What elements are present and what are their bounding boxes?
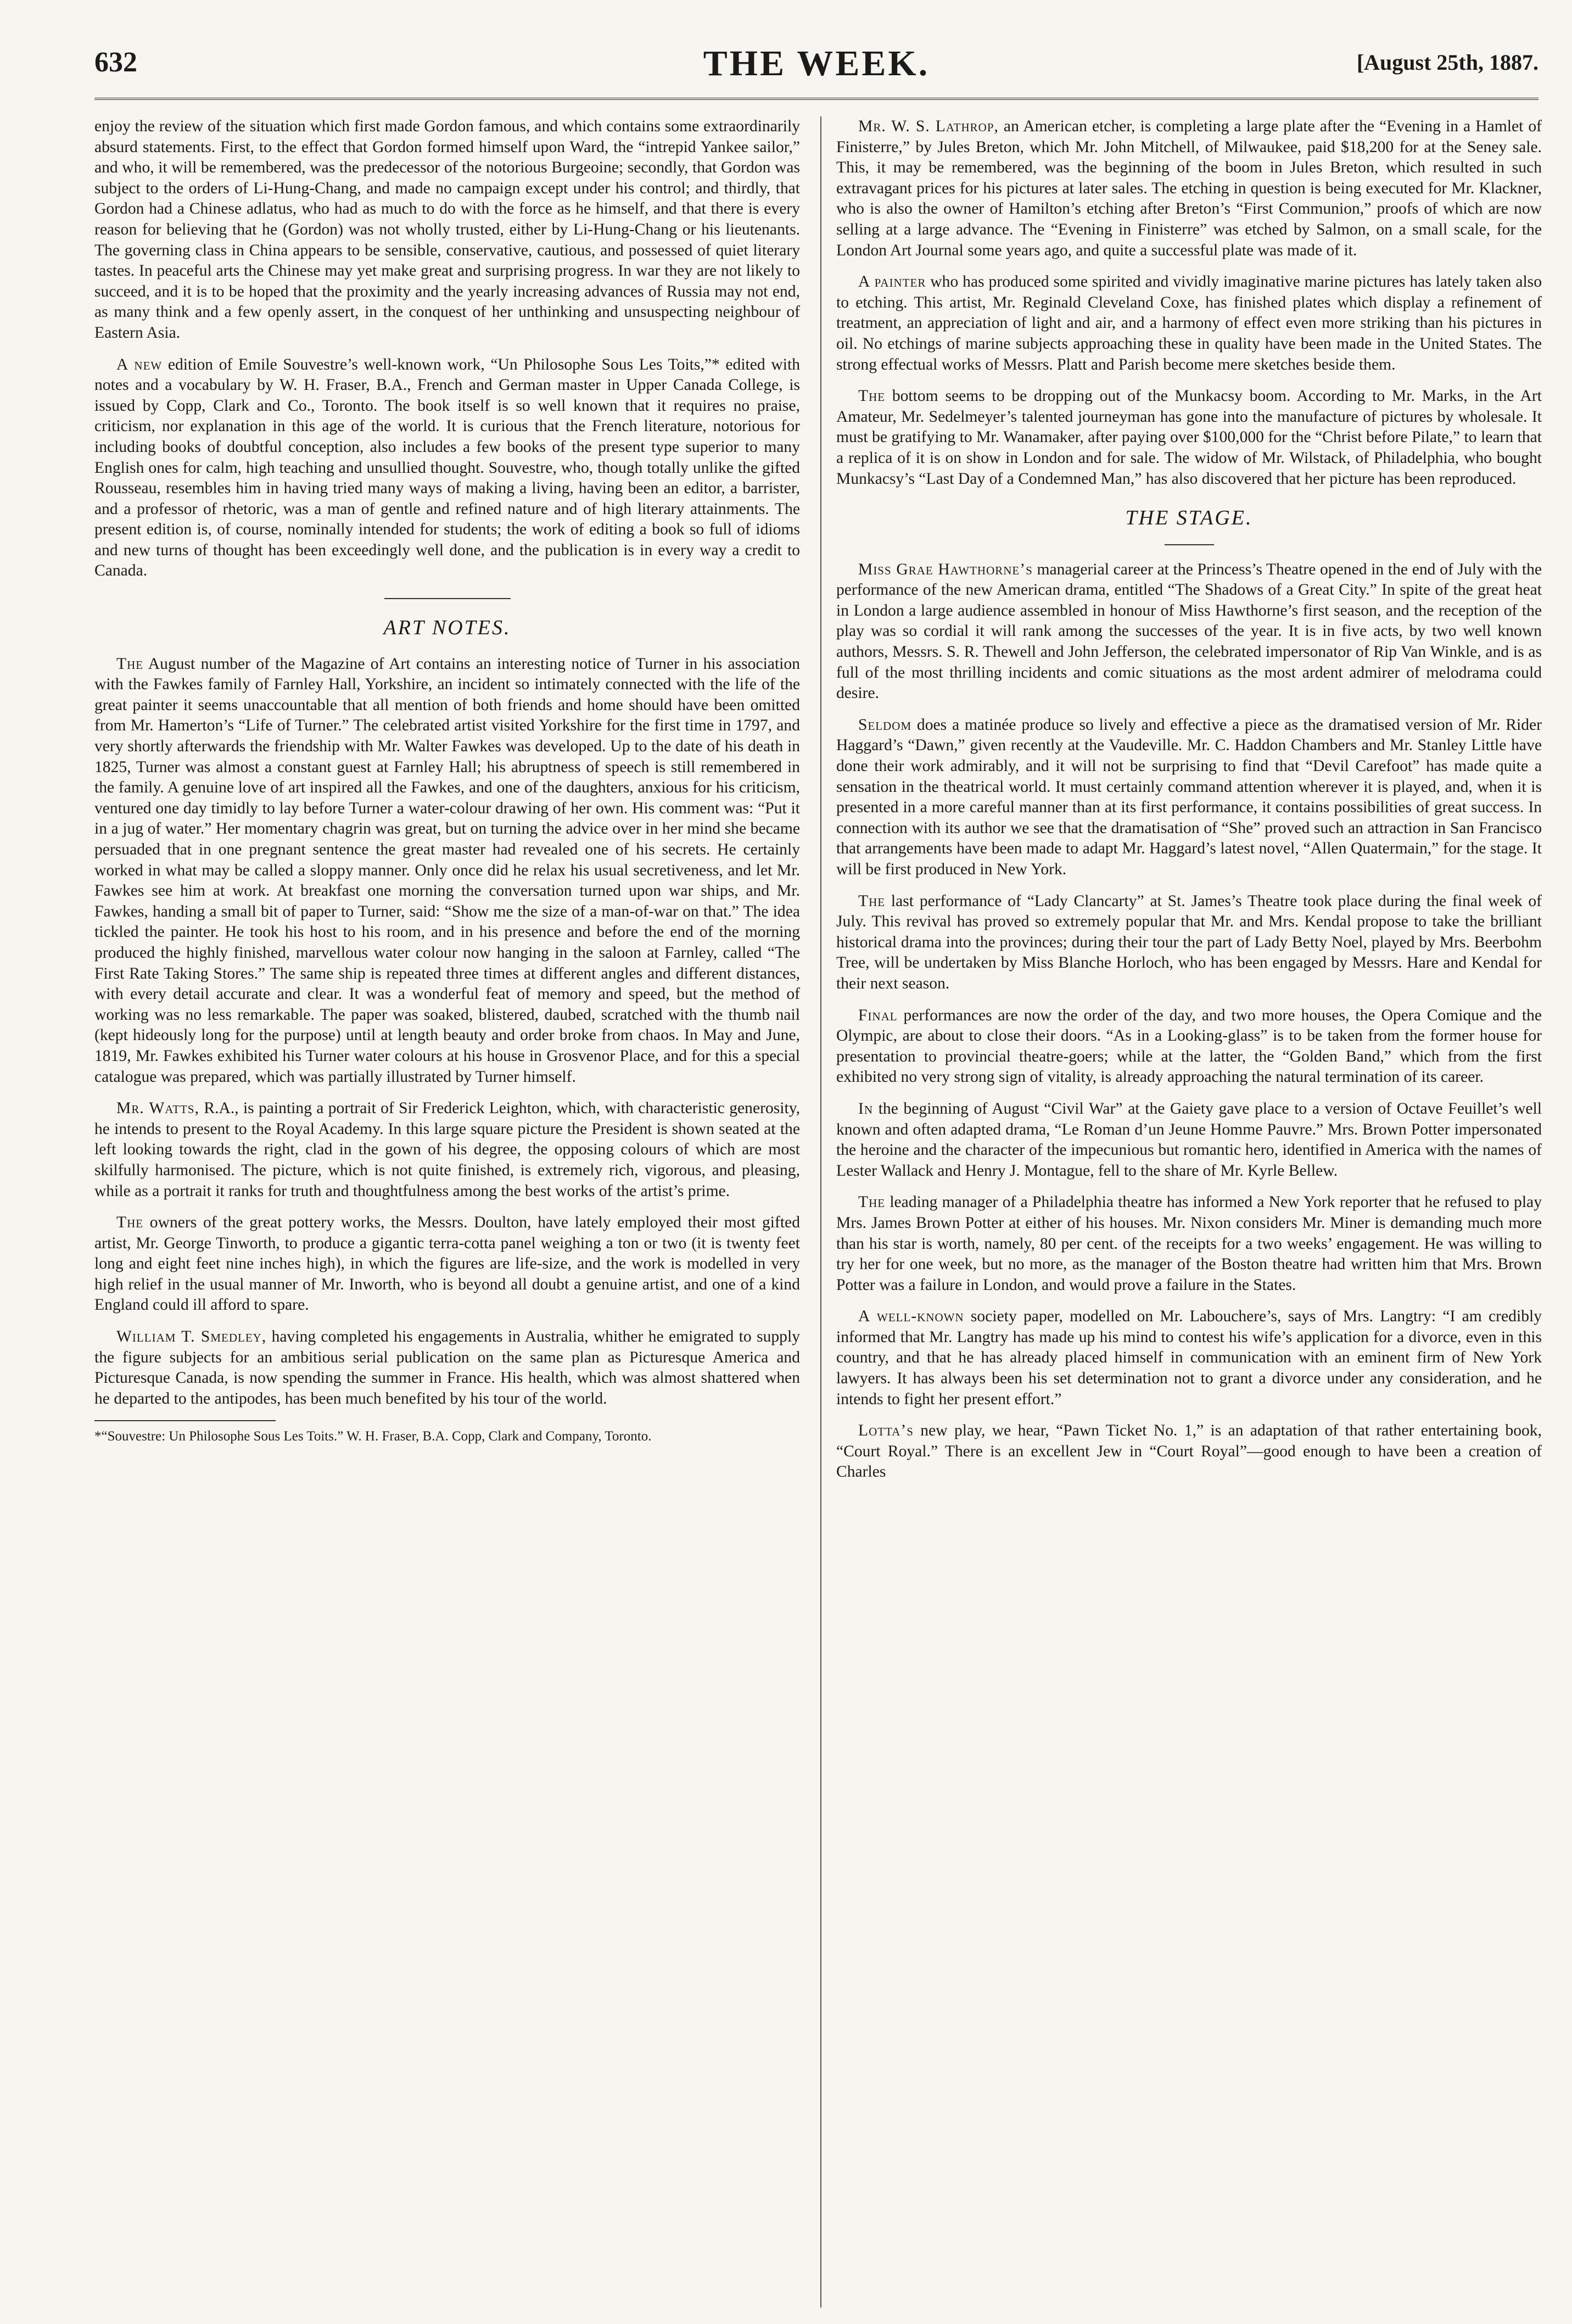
paragraph-text: bottom seems to be dropping out of the Munkacsy boom. According to Mr. Marks, in the Art Amateur, Mr. Sedelmeyer’s talented journeyman has gone into the manufacture of pictures by wholesale. It must be gratifying to Mr. Wanamaker, after paying over $100,000 for the “Christ before Pilate,” to learn that a replica of it is on show in London and for sale. The widow of Mr. Wilstack, of Philadelphia, who bought Munkacsy’s “Last Day of a Condemned Man,” has also discovered that her picture has been reproduced. <box>836 387 1542 488</box>
paragraph-text: who has produced some spirited and vividly imaginative marine pictures has lately taken also to etching. This artist, Mr. Reginald Cleveland Coxe, has finished plates which display a refinement of treatment, an appreciation of light and air, and a harmony of effect even more striking than his pictures in oil. No etchings of marine subjects approaching these in quality have been made in the United States. The strong effectual works of Messrs. Platt and Parish become mere sketches beside them. <box>836 273 1542 373</box>
paragraph-smedley <box>94 1327 800 1409</box>
lead-in: The <box>116 1214 144 1232</box>
paragraph-watts <box>94 1098 800 1202</box>
paragraph-text: an American etcher, is completing a large plate after the “Evening in a Hamlet of Finisterre,” by Jules Breton, which Mr. John Mitchell, of Milwaukee, paid $18,200 for at the Seney sale. This, it may be remembered, was the beginning of the boom in Jules Breton, which resulted in such extravagant prices for his pictures at later sales. The etching in question is being executed for Mr. Klackner, who is also the owner of Hamilton’s etching after Breton’s “First Communion,” proofs of which are now selling at a large advance. The “Evening in Finisterre” was etched by Salmon, on a small scale, for the London Art Journal some years ago, and quite a successful plate was made of it. <box>836 118 1542 259</box>
section-rule <box>1165 544 1214 545</box>
lead-in: Mr. W. S. Lathrop, <box>858 118 999 135</box>
lead-in: Lotta’s <box>858 1422 914 1440</box>
paragraph-text: managerial career at the Princess’s Theatre opened in the end of July with the performance of the new American drama, entitled “The Shadows of a Great City.” In spite of the great heat in London a large audience assembled in honour of Miss Hawthorne’s first season, and the reception of the play was so cordial it will rank among the successes of the year. It is in five acts, by two well known authors, Messrs. S. R. Thewell and John Jefferson, the celebrated impersonator of Rip Van Winkle, and is as full of the most thrilling incidents and comic situations as the most ardent admirer of melodrama could desire. <box>836 560 1542 702</box>
paragraph-hawthorne <box>836 560 1542 704</box>
paragraph-doulton <box>94 1213 800 1316</box>
paragraph-clancarty <box>836 891 1542 995</box>
paragraph-text: performances are now the order of the day, and two more houses, the Opera Comique and the Olympic, are about to close their doors. “As in a Looking-glass” is to be taken from the former house for presentation to provincial theatre-goers; while at the latter, the “Golden Band,” which from the first exhibited no very strong sign of vitality, is already approaching the natural termination of its career. <box>836 1006 1542 1086</box>
paragraph-text: owners of the great pottery works, the Messrs. Doulton, have lately employed their most gifted artist, Mr. George Tinworth, to produce a gigantic terra-cotta panel weighing a ton or two (it is twenty feet long and eight feet nine inches high), in which the figures are life-size, and the work is modelled in very high relief in the usual manner of Mr. Inworth, who is beyond all doubt a genuine artist, and one of a kind England could ill afford to spare. <box>94 1214 800 1314</box>
lead-in: The <box>858 1193 886 1211</box>
footnote: *“Souvestre: Un Philosophe Sous Les Toits.” W. H. Fraser, B.A. Copp, Clark and Company, Toronto. <box>94 1429 652 1444</box>
lead-in: Miss Grae Hawthorne’s <box>858 560 1033 578</box>
paragraph-coxe <box>836 272 1542 375</box>
paragraph-text: new play, we hear, “Pawn Ticket No. 1,” is an adaptation of that rather entertaining book, “Court Royal.” There is an excellent Jew in “Court Royal”—good enough to have been a creation of Charles <box>836 1422 1542 1481</box>
paragraph-text: leading manager of a Philadelphia theatre has informed a New York reporter that he refused to play Mrs. James Brown Potter at either of his houses. Mr. Nixon considers Mr. Miner is demanding much more than his star is worth, namely, 80 per cent. of the receipts for a two weeks’ engagement. He was willing to try her for one week, but no more, as the manager of the Boston theatre had written him that Mrs. Brown Potter was a failure in London, and would prove a failure in the States. <box>836 1193 1542 1294</box>
section-heading-art-notes: ART NOTES. <box>383 616 511 640</box>
lead-in: The <box>858 892 886 910</box>
issue-date: [August 25th, 1887. <box>1356 50 1539 75</box>
section-heading-the-stage: THE STAGE. <box>1125 506 1253 530</box>
paragraph-dawn <box>836 715 1542 880</box>
column-divider <box>820 116 821 2308</box>
masthead-title: THE WEEK. <box>703 43 930 83</box>
footnote-rule <box>94 1420 276 1421</box>
paragraph-text: society paper, modelled on Mr. Labouchere’s, says of Mrs. Langtry: “I am credibly informed that Mr. Langtry has made up his mind to contest his wife’s application for a divorce, even in this country, and that he has already placed himself in communication with an eminent firm of New York lawyers. It has always been his set determination not to grant a divorce under any consideration, and he intends to fight her present effort.” <box>836 1308 1542 1408</box>
right-column <box>836 116 1542 2308</box>
paragraph-lotta <box>836 1421 1542 1483</box>
lead-in: A painter <box>858 273 926 291</box>
paragraph-gordon: enjoy the review of the situation which first made Gordon famous, and which contains some extraordinarily absurd statements. First, to the effect that Gordon formed himself upon Ward, the “intrepid Yankee sailor,” and who, it will be remembered, was the predecessor of the notorious Burgeoine; secondly, that Gordon was subject to the orders of Li-Hung-Chang, and made no campaign except under his control; and thirdly, that Gordon had a Chinese adlatus, who had as much to do with the force as he himself, and that there is every reason for believing that he (Gordon) was not wholly trusted, either by Li-Hung-Chang or his lieutenants. The governing class in China appears to be sensible, conservative, cautious, and possessed of quiet literary tastes. In peaceful arts the Chinese may yet make great and surprising progress. In war they are not likely to succeed, and it is to be hoped that the proximity and the yearly increasing advances of Russia may not end, as many think and a few openly assert, in the conquest of her unthinking and unsuspecting neighbour of Eastern Asia. <box>94 118 800 342</box>
page-header <box>94 43 1539 92</box>
lead-in: Final <box>858 1006 898 1024</box>
section-rule <box>384 598 511 599</box>
paragraph-civil-war <box>836 1099 1542 1181</box>
paragraph-final-performances <box>836 1005 1542 1088</box>
lead-in: The <box>858 387 886 405</box>
header-rule <box>94 98 1539 100</box>
paragraph-text: last performance of “Lady Clancarty” at St. James’s Theatre took place during the final week of July. This revival has proved so extremely popular that Mr. and Mrs. Kendal propose to take the brilliant historical drama into the provinces; during their tour the part of Lady Betty Noel, played by Mrs. Beerbohm Tree, will be undertaken by Miss Blanche Horloch, who has been engaged by Messrs. Hare and Kendal for their next season. <box>836 892 1542 992</box>
page-number: 632 <box>94 47 137 78</box>
lead-in: A new <box>116 355 163 373</box>
paragraph-langtry <box>836 1306 1542 1410</box>
lead-in: In <box>858 1099 874 1118</box>
paragraph-text: edition of Emile Souvestre’s well-known work, “Un Philosophe Sous Les Toits,”* edited with notes and a vocabulary by W. H. Fraser, B.A., French and German master in Upper Canada College, is issued by Copp, Clark and Co., Toronto. The book itself is so well known that it requires no praise, criticism, nor explanation in this age of the world. It is curious that the French literature, notorious for including books of doubtful conception, also includes a few books of the present type superior to many English ones for calm, high teaching and unsullied thought. Souvestre, who, though totally unlike the gifted Rousseau, resembles him in having tried many ways of making a living, having been an editor, a barrister, and a professor of rhetoric, was a man of gentle and refined nature and of high literary attainments. The present edition is, of course, nominally intended for students; the work of editing a book so full of idioms and new turns of thought has been exceedingly well done, and the publication is in every way a credit to Canada. <box>94 355 800 580</box>
paragraph-turner <box>94 654 800 1087</box>
paragraph-text: the beginning of August “Civil War” at the Gaiety gave place to a version of Octave Feuillet’s well known and often adapted drama, “Le Roman d’un Jeune Homme Pauvre.” Mrs. Brown Potter impersonated the heroine and the character of the impecunious but romantic hero, identified in America with the names of Lester Wallack and Henry J. Montague, fell to the share of Mr. Kyrle Bellew. <box>836 1099 1542 1180</box>
paragraph-souvestre <box>94 355 800 582</box>
lead-in: A well-known <box>858 1308 964 1326</box>
paragraph-text: August number of the Magazine of Art contains an interesting notice of Turner in his association with the Fawkes family of Farnley Hall, Yorkshire, an incident so intimately connected with the life of the great painter it seems unaccountable that all mention of both friends and home should have been omitted from Mr. Hamerton’s “Life of Turner.” The celebrated artist visited Yorkshire for the first time in 1797, and very shortly afterwards the friendship with Mr. Walter Fawkes was developed. Up to the date of his death in 1825, Turner was almost a constant guest at Farnley Hall; his abruptness of speech is still remembered in the family. A genuine love of art inspired all the Fawkes, and one of the daughters, anxious for his criticism, ventured one day timidly to lay before Turner a water-colour drawing of her own. His comment was: “Put it in a jug of water.” Her momentary chagrin was great, but on turning the advice over in her mind she became persuaded that in one pregnant sentence the great master had revealed one of his secrets. He certainly worked in what may be called a sloppy manner. Only once did he relax his usual secretiveness, and let Mr. Fawkes see him at work. At breakfast one morning the conversation turned upon war ships, and Mr. Fawkes, handing a small bit of paper to Turner, said: “Show me the size of a man-of-war on that.” The idea tickled the painter. He took his host to his room, and in his presence and before the end of the morning produced the highly finished, marvellous water colour now hanging in the saloon at Farnley, called “The First Rate Taking Stores.” The same ship is repeated three times at different angles and different distances, with every detail accurate and clear. It was a wonderful feat of memory and speed, but the method of working was no less remarkable. The paper was soaked, blistered, daubed, scratched with the thumb nail (kept hideously long for the purpose) until at length beauty and order broke from chaos. In May and June, 1819, Mr. Fawkes exhibited his Turner water colours at his house in Grosvenor Place, and for this a special catalogue was prepared, which was partially illustrated by Turner himself. <box>94 655 800 1086</box>
paragraph-text: does a matinée produce so lively and effective a piece as the dramatised version of Mr. Rider Haggard’s “Dawn,” given recently at the Vaudeville. Mr. C. Haddon Chambers and Mr. Stanley Little have done their work admirably, and it will not be surprising to find that “Devil Carefoot” has made quite a sensation in the theatrical world. It must certainly command attention wherever it is played, and, when it is presented in a more careful manner than at its first performance, it contains possibilities of great success. In connection with its author we see that the dramatisation of “She” proved such an attraction in San Francisco that arrangements have been made to adapt Mr. Haggard’s latest novel, “Allen Quatermain,” for the stage. It will be first produced in New York. <box>836 716 1542 878</box>
paragraph-munkacsy <box>836 386 1542 489</box>
paragraph-philadelphia <box>836 1192 1542 1295</box>
lead-in: William T. Smedley, <box>116 1328 267 1346</box>
lead-in: Seldom <box>858 716 912 734</box>
left-column <box>94 116 800 2308</box>
lead-in: Mr. Watts, <box>116 1099 200 1118</box>
paragraph-text: R.A., is painting a portrait of Sir Frederick Leighton, which, with characteristic generosity, he intends to present to the Royal Academy. In this large square picture the President is shown seated at the left looking towards the right, clad in the gown of his degree, the opposing colours of which are most skilfully harmonised. The picture, which is not quite finished, is extremely rich, vigorous, and pleasing, while as a portrait it ranks for truth and thoughtfulness among the best works of the artist’s prime. <box>94 1099 800 1200</box>
paragraph-text: having completed his engagements in Australia, whither he emigrated to supply the figure subjects for an ambitious serial publication on the same plan as Picturesque America and Picturesque Canada, is now spending the summer in France. His health, which was almost shattered when he departed to the antipodes, has been much benefited by his tour of the world. <box>94 1328 800 1407</box>
paragraph-lathrop <box>836 116 1542 261</box>
lead-in: The <box>116 655 144 673</box>
